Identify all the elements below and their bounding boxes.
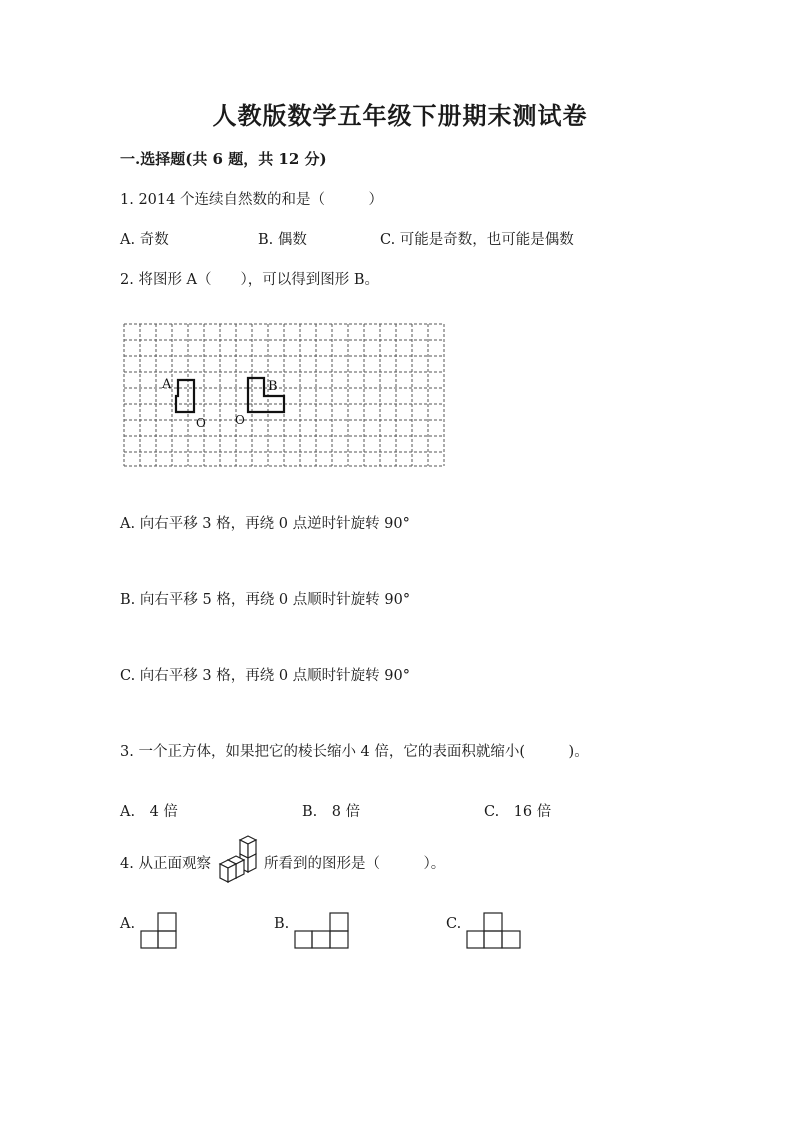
- label-b: B: [268, 379, 278, 394]
- question-2-option-a: A. 向右平移 3 格，再绕 0 点逆时针旋转 90°: [120, 516, 410, 532]
- page-title: 人教版数学五年级下册期末测试卷: [212, 101, 588, 130]
- question-3-option-b: B. 8 倍: [302, 804, 361, 820]
- question-3-stem: 3. 一个正方体，如果把它的棱长缩小 4 倍，它的表面积就缩小( )。: [120, 744, 589, 760]
- cube-stack-icon: [216, 834, 264, 890]
- grid-figure: [120, 320, 448, 470]
- question-3-option-a: A. 4 倍: [120, 804, 178, 820]
- option-c-figure: [466, 912, 522, 950]
- question-4-option-b-label: B.: [274, 916, 290, 932]
- question-2-stem: 2. 将图形 A（ ），可以得到图形 B。: [120, 272, 380, 288]
- question-1-option-a: A. 奇数: [120, 232, 169, 248]
- label-a: A: [162, 377, 172, 392]
- question-1-option-c: C. 可能是奇数，也可能是偶数: [380, 232, 574, 248]
- question-4-option-c-label: C.: [446, 916, 462, 932]
- question-4-stem-start: 4. 从正面观察: [120, 856, 211, 872]
- option-b-figure: [294, 912, 350, 950]
- question-2-option-b: B. 向右平移 5 格，再绕 0 点顺时针旋转 90°: [120, 592, 411, 608]
- question-3-option-c: C. 16 倍: [484, 804, 552, 820]
- option-a-figure: [140, 912, 178, 950]
- point-o-left: O: [196, 416, 206, 430]
- question-4-option-a-label: A.: [120, 916, 136, 932]
- shape-a: [176, 380, 194, 412]
- question-4-stem-end: 所看到的图形是（ ）。: [264, 856, 446, 872]
- question-1-stem: 1. 2014 个连续自然数的和是（ ）: [120, 192, 383, 208]
- question-2-option-c: C. 向右平移 3 格，再绕 0 点顺时针旋转 90°: [120, 668, 410, 684]
- section-heading: 一.选择题(共 6 题，共 12 分): [120, 150, 327, 168]
- question-1-option-b: B. 偶数: [258, 232, 307, 248]
- shape-b: [248, 378, 284, 412]
- point-o-right: O: [235, 413, 245, 427]
